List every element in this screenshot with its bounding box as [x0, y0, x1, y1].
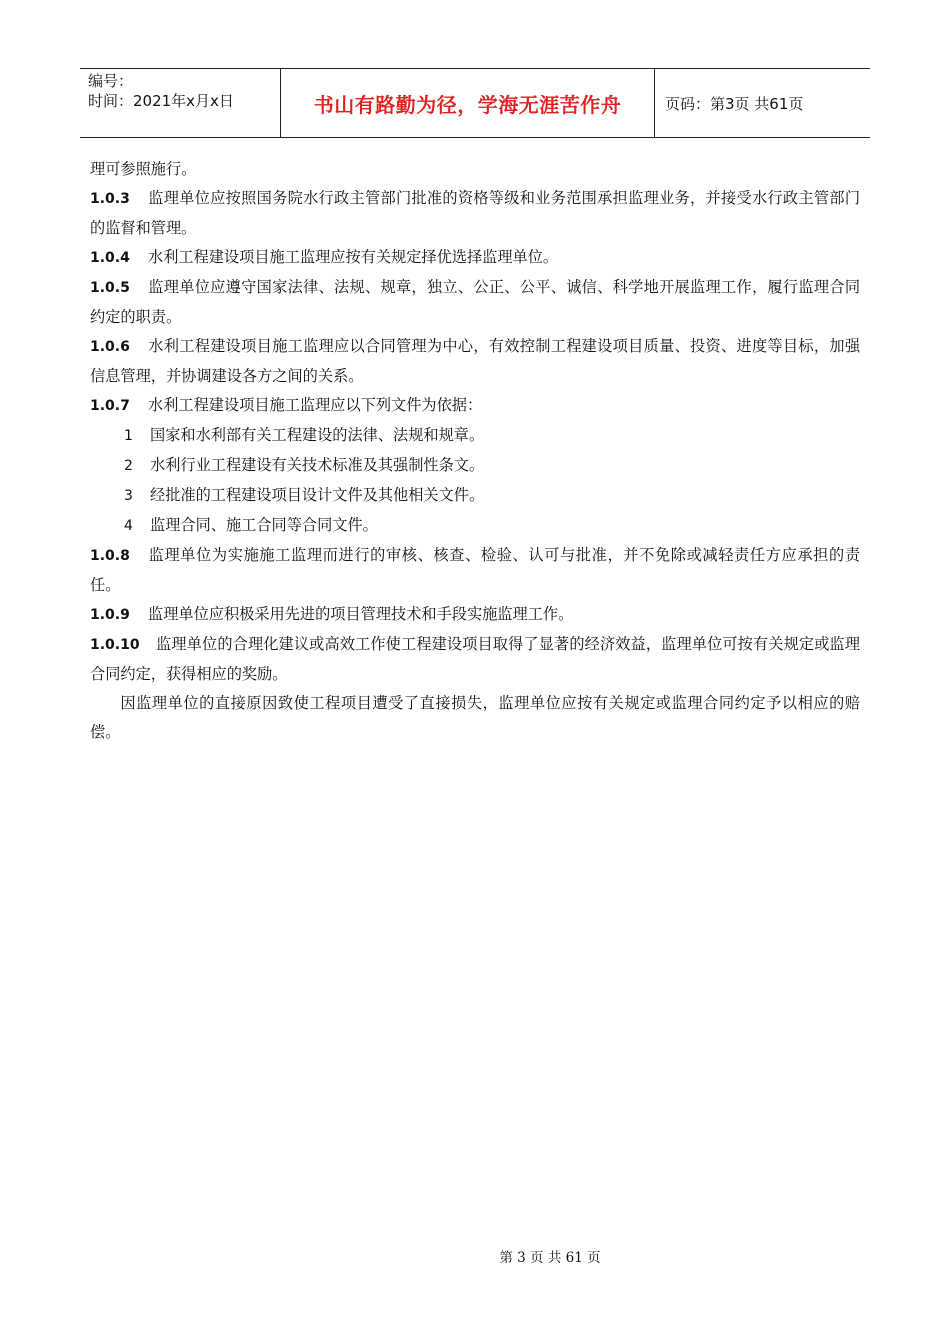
clause-number: 1.0.9 [90, 607, 130, 623]
time-label: 时间：2021年x月x日 [88, 92, 234, 110]
clause-1-0-3 [90, 184, 860, 243]
list-item-text: 国家和水利部有关工程建设的法律、法规和规章。 [150, 426, 485, 444]
clause-number: 1.0.7 [90, 398, 130, 414]
list-item [90, 451, 860, 481]
clause-text: 监理单位为实施施工监理而进行的审核、核查、检验、认可与批准，并不免除或减轻责任方应承担的责任。 [90, 546, 860, 594]
document-body [90, 155, 860, 747]
clause-1-0-6 [90, 332, 860, 391]
clause-number: 1.0.8 [90, 548, 130, 564]
page-header [80, 68, 870, 138]
header-page-info: 页码：第3页 共61页 [665, 94, 804, 113]
clause-1-0-10 [90, 630, 860, 689]
intro-line: 理可参照施行。 [90, 160, 197, 178]
clause-number: 1.0.6 [90, 339, 130, 355]
clause-text: 监理单位应遵守国家法律、法规、规章，独立、公正、公平、诚信、科学地开展监理工作，履行监理合同约定的职责。 [90, 278, 860, 326]
clause-text: 监理单位应积极采用先进的项目管理技术和手段实施监理工作。 [148, 605, 574, 623]
clause-text: 水利工程建设项目施工监理应按有关规定择优选择监理单位。 [148, 248, 559, 266]
list-item-number: 2 [124, 458, 133, 474]
header-motto: 书山有路勤为径，学海无涯苦作舟 [281, 69, 655, 137]
clause-1-0-5 [90, 273, 860, 332]
list-item-number: 4 [124, 518, 133, 534]
clause-number: 1.0.10 [90, 637, 140, 653]
list-item [90, 421, 860, 451]
clause-1-0-9 [90, 600, 860, 630]
header-meta [80, 69, 281, 137]
list-item-text: 经批准的工程建设项目设计文件及其他相关文件。 [150, 486, 485, 504]
clause-text: 监理单位的合理化建议或高效工作使工程建设项目取得了显著的经济效益，监理单位可按有关规定或监理合同约定，获得相应的奖励。 [90, 635, 860, 683]
clause-text: 水利工程建设项目施工监理应以下列文件为依据： [148, 396, 483, 414]
list-item-number: 1 [124, 428, 133, 444]
list-item [90, 481, 860, 511]
clause-text: 监理单位应按照国务院水行政主管部门批准的资格等级和业务范围承担监理业务，并接受水行政主管部门的监督和管理。 [90, 189, 860, 237]
clause-1-0-8 [90, 541, 860, 600]
clause-number: 1.0.5 [90, 280, 130, 296]
clause-text: 水利工程建设项目施工监理应以合同管理为中心，有效控制工程建设项目质量、投资、进度等目标，加强信息管理，并协调建设各方之间的关系。 [90, 337, 860, 385]
list-item [90, 511, 860, 541]
clause-number: 1.0.3 [90, 191, 130, 207]
clause-1-0-4 [90, 243, 860, 273]
clause-1-0-7 [90, 391, 860, 421]
page-footer: 第 3 页 共 61 页 [499, 1250, 601, 1266]
code-label: 编号： [88, 72, 134, 90]
final-paragraph: 因监理单位的直接原因致使工程项目遭受了直接损失，监理单位应按有关规定或监理合同约定予以相应的赔偿。 [90, 694, 860, 741]
list-item-text: 水利行业工程建设有关技术标准及其强制性条文。 [150, 456, 485, 474]
clause-number: 1.0.4 [90, 250, 130, 266]
list-item-number: 3 [124, 488, 133, 504]
list-item-text: 监理合同、施工合同等合同文件。 [150, 516, 378, 534]
